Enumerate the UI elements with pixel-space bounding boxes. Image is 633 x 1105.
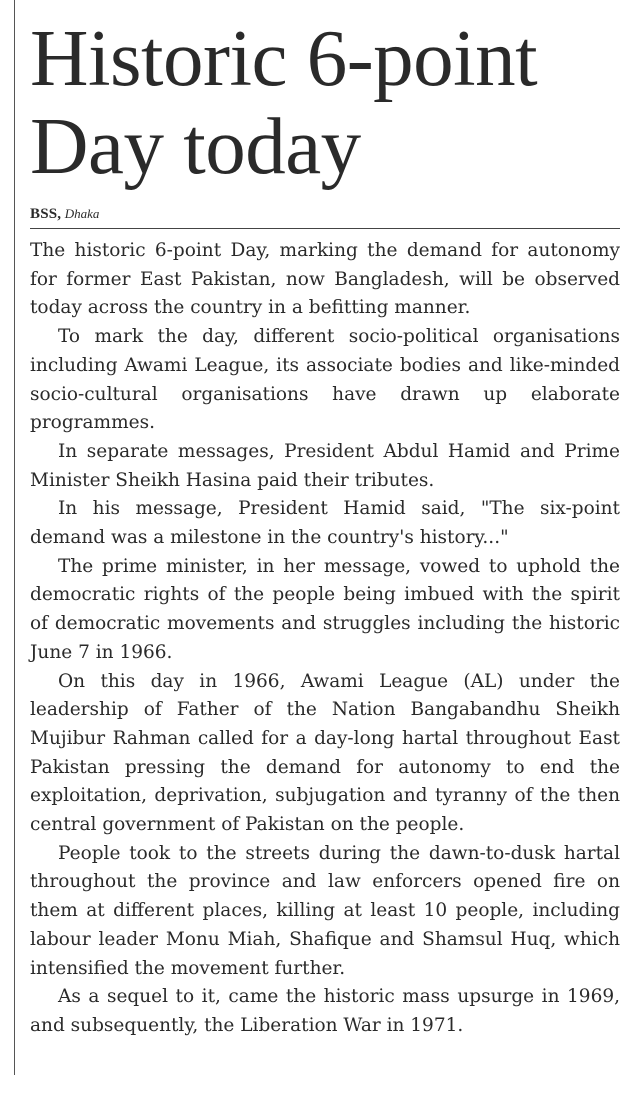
headline-line-2: Day today (30, 101, 361, 191)
paragraph-6: On this day in 1966, Awami League (AL) under the leadership of Father of the Nation Bangabandhu Sheikh Mujibur Rahman called for a day-long hartal throughout East Pakistan pressing the demand for autonomy to end the exploitation, deprivation, subjugation and tyranny of the then central government of Pakistan on the people. (30, 670, 620, 836)
byline (30, 204, 620, 229)
column-rule (14, 0, 15, 1075)
paragraph-5: The prime minister, in her message, vowed to uphold the democratic rights of the people being imbued with the spirit of democratic movements and struggles including the historic June 7 in 1966. (30, 555, 620, 663)
byline-agency: BSS, (30, 206, 62, 222)
headline-line-1: Historic 6-point (30, 13, 538, 103)
byline-place: Dhaka (64, 206, 100, 221)
paragraph-8: As a sequel to it, came the historic mass upsurge in 1969, and subsequently, the Liberation War in 1971. (30, 986, 620, 1036)
paragraph-2: To mark the day, different socio-political organisations including Awami League, its associate bodies and like-minded socio-cultural organisations have drawn up elaborate programmes. (30, 326, 620, 434)
paragraph-3: In separate messages, President Abdul Hamid and Prime Minister Sheikh Hasina paid their tributes. (30, 440, 620, 491)
article-body (30, 237, 620, 1041)
news-article (30, 14, 620, 1041)
headline (30, 14, 620, 190)
paragraph-4: In his message, President Hamid said, "The six-point demand was a milestone in the country's history..." (30, 498, 620, 549)
paragraph-7: People took to the streets during the dawn-to-dusk hartal throughout the province and law enforcers opened fire on them at different places, killing at least 10 people, including labour leader Monu Miah, Shafique and Shamsul Huq, which intensified the movement further. (30, 842, 620, 979)
paragraph-1: The historic 6-point Day, marking the demand for autonomy for former East Pakistan, now Bangladesh, will be observed today across the country in a befitting manner. (30, 240, 620, 319)
